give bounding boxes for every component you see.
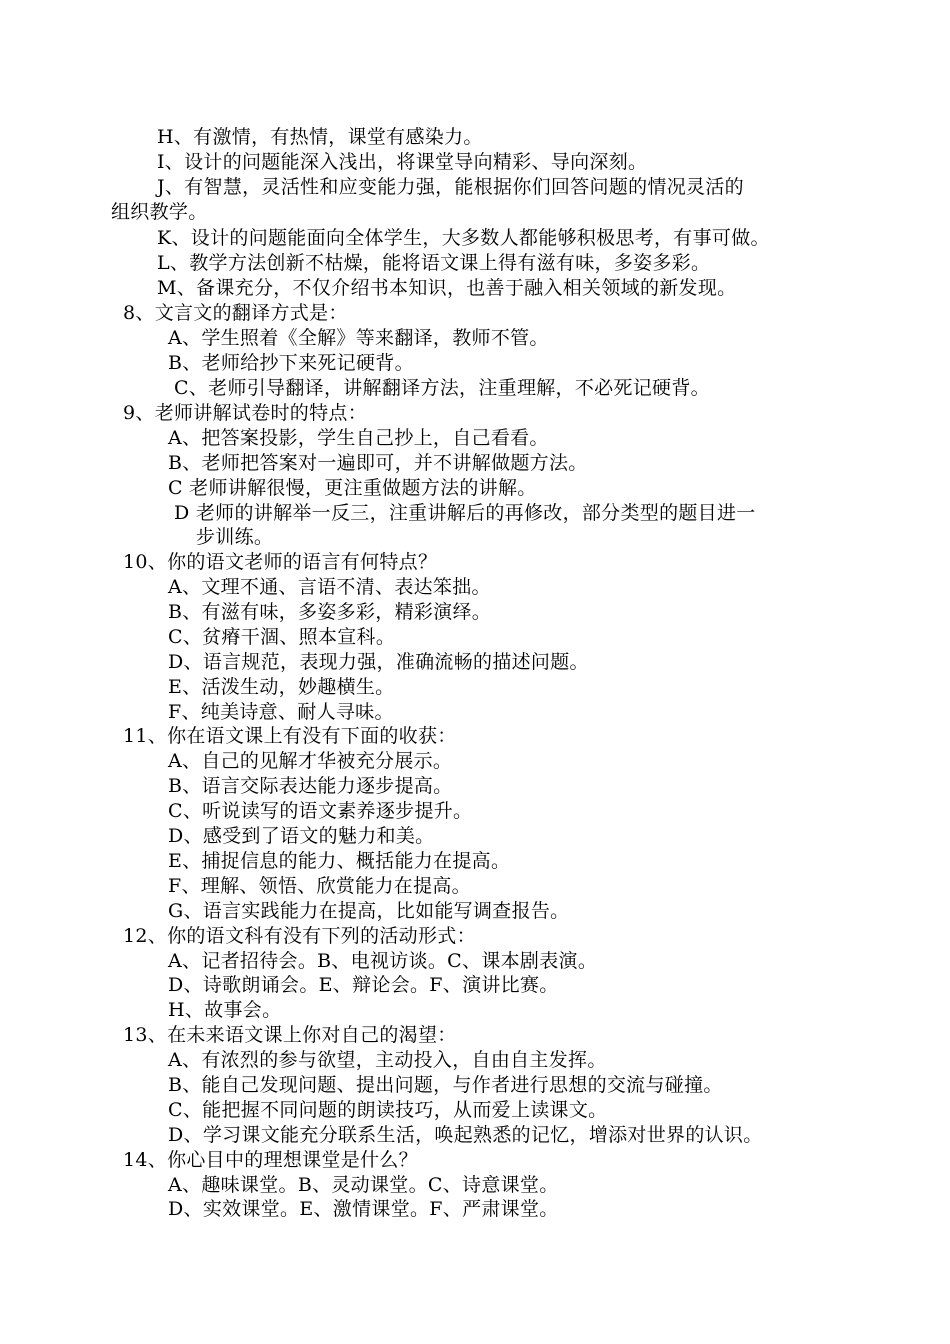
question-13-option-c: C、能把握不同问题的朗读技巧，从而爱上读课文。 — [168, 1099, 608, 1121]
question-8-title: 8、文言文的翻译方式是： — [123, 302, 348, 324]
option-h-passion: H、有激情，有热情，课堂有感染力。 — [157, 126, 483, 148]
question-10-option-d: D、语言规范，表现力强，准确流畅的描述问题。 — [168, 651, 589, 673]
question-14-title: 14、你心目中的理想课堂是什么？ — [123, 1149, 418, 1171]
question-9-option-a: A、把答案投影，学生自己抄上，自己看看。 — [168, 427, 549, 449]
question-10-option-a: A、文理不通、言语不清、表达笨拙。 — [168, 576, 491, 598]
question-11-option-c: C、听说读写的语文素养逐步提升。 — [168, 800, 473, 822]
question-13-title: 13、在未来语文课上你对自己的渴望： — [123, 1024, 457, 1046]
question-12-title: 12、你的语文科有没有下列的活动形式： — [123, 925, 476, 947]
option-j-continuation: 组织教学。 — [111, 201, 208, 223]
question-14-options-row-2: D、实效课堂。E、激情课堂。F、严肃课堂。 — [168, 1198, 559, 1220]
question-11-option-d: D、感受到了语文的魅力和美。 — [168, 825, 435, 847]
option-m-preparation: M、备课充分，不仅介绍书本知识，也善于融入相关领域的新发现。 — [157, 277, 737, 299]
question-13-option-b: B、能自己发现问题、提出问题，与作者进行思想的交流与碰撞。 — [168, 1074, 723, 1096]
option-i-questions-design: I、设计的问题能深入浅出，将课堂导向精彩、导向深刻。 — [157, 151, 648, 173]
question-14-options-row-1: A、趣味课堂。B、灵动课堂。C、诗意课堂。 — [168, 1174, 559, 1196]
question-9-option-d: D 老师的讲解举一反三，注重讲解后的再修改，部分类型的题目进一 — [174, 502, 756, 524]
question-10-option-e: E、活泼生动，妙趣横生。 — [168, 676, 395, 698]
question-13-option-d: D、学习课文能充分联系生活，唤起熟悉的记忆，增添对世界的认识。 — [168, 1124, 763, 1146]
question-11-option-f: F、理解、领悟、欣赏能力在提高。 — [168, 875, 471, 897]
question-9-option-b: B、老师把答案对一遍即可，并不讲解做题方法。 — [168, 452, 588, 474]
question-12-options-row-2: D、诗歌朗诵会。E、辩论会。F、演讲比赛。 — [168, 974, 559, 996]
question-10-title: 10、你的语文老师的语言有何特点？ — [123, 551, 438, 573]
question-9-option-c: C 老师讲解很慢，更注重做题方法的讲解。 — [168, 477, 537, 499]
option-k-all-students: K、设计的问题能面向全体学生，大多数人都能够积极思考，有事可做。 — [157, 227, 770, 249]
question-8-option-b: B、老师给抄下来死记硬背。 — [168, 352, 414, 374]
question-8-option-a: A、学生照着《全解》等来翻译，教师不管。 — [168, 327, 549, 349]
question-10-option-c: C、贫瘠干涸、照本宣科。 — [168, 626, 396, 648]
question-10-option-f: F、纯美诗意、耐人寻味。 — [168, 701, 394, 723]
question-9-option-d-continuation: 步训练。 — [196, 526, 274, 548]
question-13-option-a: A、有浓烈的参与欲望，主动投入，自由自主发挥。 — [168, 1049, 607, 1071]
option-j-wisdom: J、有智慧，灵活性和应变能力强，能根据你们回答问题的情况灵活的 — [157, 176, 744, 198]
option-l-innovation: L、教学方法创新不枯燥，能将语文课上得有滋有味，多姿多彩。 — [157, 252, 711, 274]
question-12-options-row-3: H、故事会。 — [168, 999, 282, 1021]
question-11-title: 11、你在语文课上有没有下面的收获： — [123, 725, 457, 747]
question-10-option-b: B、有滋有味，多姿多彩，精彩演绎。 — [168, 601, 492, 623]
question-11-option-b: B、语言交际表达能力逐步提高。 — [168, 775, 453, 797]
question-8-option-c: C、老师引导翻译，讲解翻译方法，注重理解，不必死记硬背。 — [174, 377, 710, 399]
question-11-option-a: A、自己的见解才华被充分展示。 — [168, 750, 453, 772]
question-11-option-g: G、语言实践能力在提高，比如能写调查报告。 — [168, 900, 570, 922]
question-9-title: 9、老师讲解试卷时的特点： — [123, 402, 367, 424]
question-11-option-e: E、捕捉信息的能力、概括能力在提高。 — [168, 850, 511, 872]
question-12-options-row-1: A、记者招待会。B、电视访谈。C、课本剧表演。 — [168, 950, 598, 972]
